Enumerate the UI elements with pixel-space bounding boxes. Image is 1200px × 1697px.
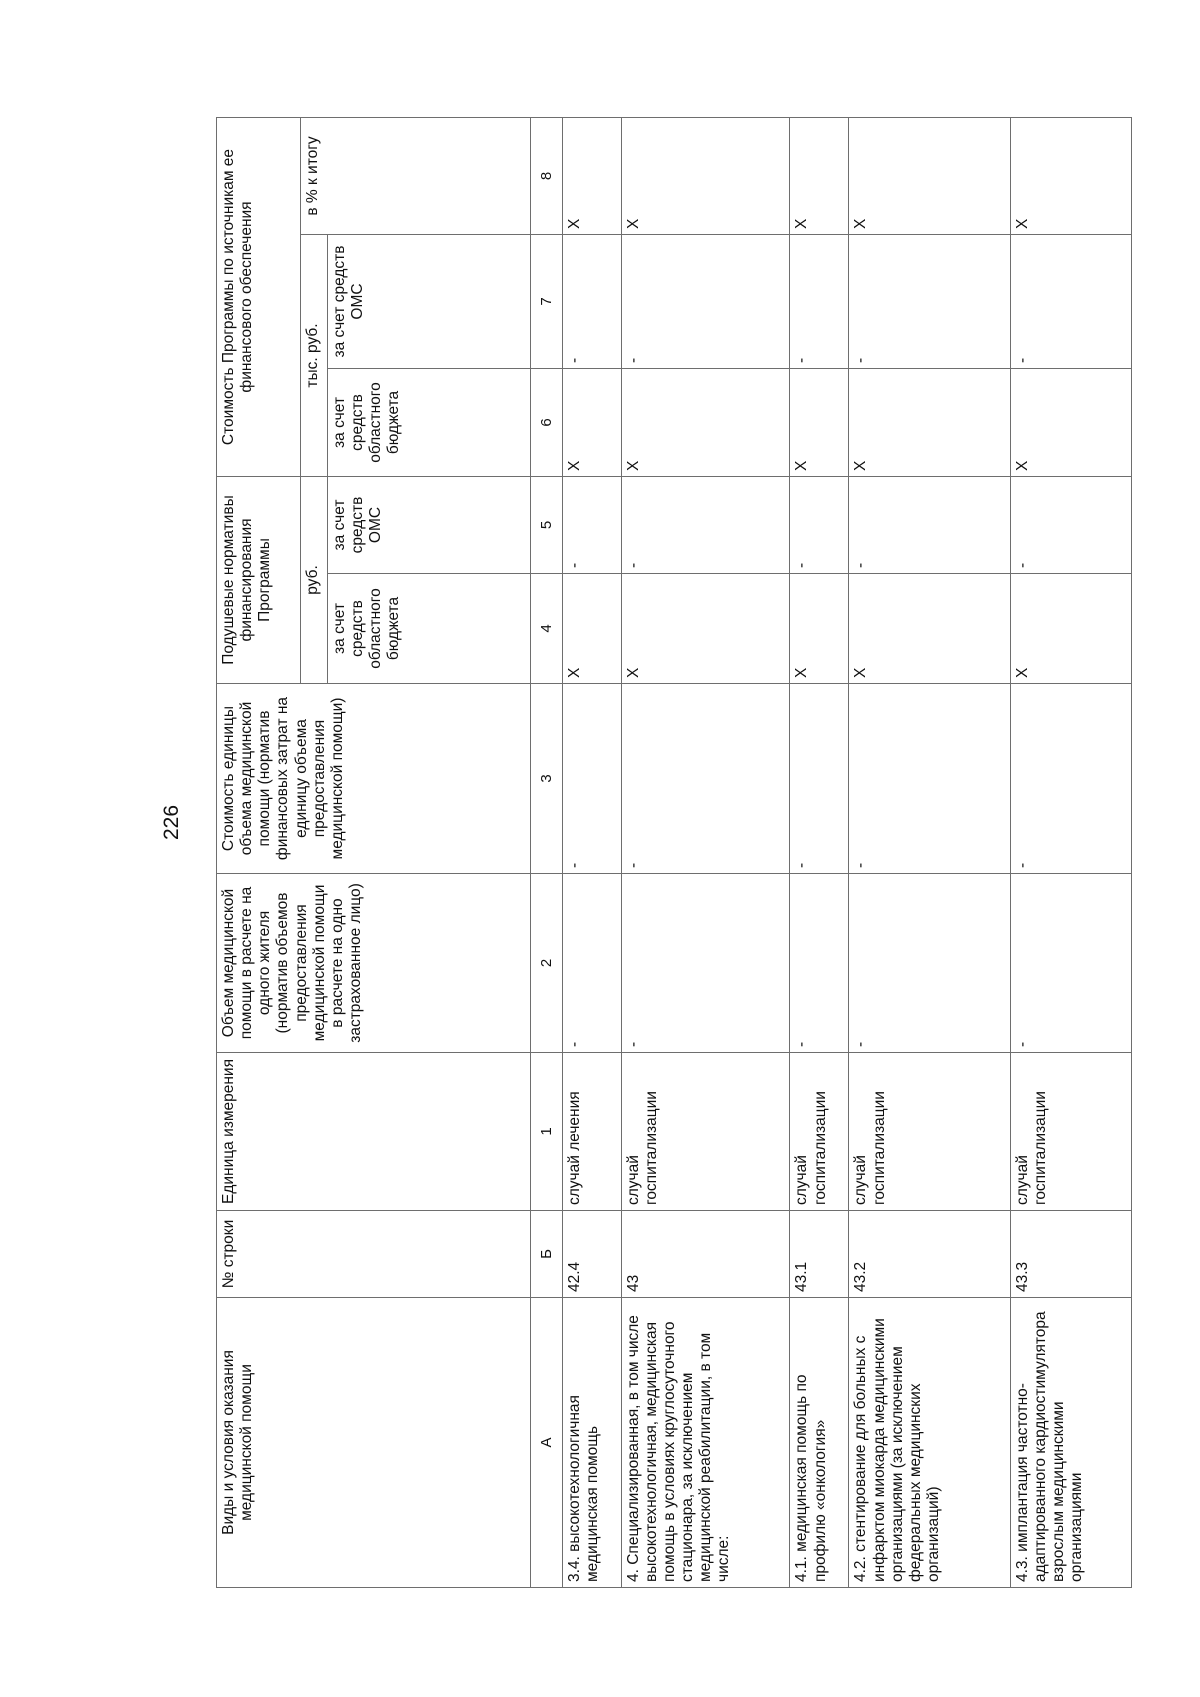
financing-table bbox=[216, 117, 1132, 1588]
row-cell-7: - bbox=[790, 235, 849, 369]
row-cell-6: Х bbox=[849, 369, 1010, 477]
row-cell-6: Х bbox=[1010, 369, 1131, 477]
header-group-45: Подушевые нормативы финансирования Программы bbox=[217, 477, 301, 684]
row-cell-5: - bbox=[849, 477, 1010, 574]
row-cell-8: Х bbox=[621, 118, 790, 235]
row-line-number: 43.1 bbox=[790, 1211, 849, 1298]
row-cell-7: - bbox=[621, 235, 790, 369]
row-cell-3: - bbox=[562, 684, 621, 874]
row-cell-2: - bbox=[1010, 874, 1131, 1053]
header-col-a: Виды и условия оказания медицинской помощи bbox=[217, 1298, 531, 1588]
row-line-number: 42.4 bbox=[562, 1211, 621, 1298]
header-col-5: за счет средств ОМС bbox=[327, 477, 530, 574]
row-name: 4.1. медицинская помощь по профилю «онкология» bbox=[790, 1298, 849, 1588]
row-unit: случай госпитализации bbox=[790, 1053, 849, 1211]
header-row-1 bbox=[217, 118, 301, 1588]
header-col-6: за счет средств областного бюджета bbox=[327, 369, 530, 477]
column-number: 5 bbox=[531, 477, 563, 574]
table-row bbox=[790, 118, 849, 1588]
table-row bbox=[849, 118, 1010, 1588]
row-cell-5: - bbox=[790, 477, 849, 574]
column-number: 7 bbox=[531, 235, 563, 369]
row-cell-8: Х bbox=[790, 118, 849, 235]
row-line-number: 43 bbox=[621, 1211, 790, 1298]
column-number: 2 bbox=[531, 874, 563, 1053]
column-number: 8 bbox=[531, 118, 563, 235]
row-unit: случай госпитализации bbox=[1010, 1053, 1131, 1211]
rotated-table-container bbox=[216, 118, 1132, 1588]
row-cell-3: - bbox=[849, 684, 1010, 874]
row-cell-7: - bbox=[562, 235, 621, 369]
page-number: 226 bbox=[160, 804, 183, 840]
column-number: 6 bbox=[531, 369, 563, 477]
row-cell-4: Х bbox=[790, 574, 849, 684]
header-unit-67: тыс. руб. bbox=[301, 235, 327, 477]
column-number: Б bbox=[531, 1211, 563, 1298]
header-col-1: Единица измерения bbox=[217, 1053, 531, 1211]
row-cell-6: Х bbox=[562, 369, 621, 477]
header-group-678: Стоимость Программы по источникам ее финансового обеспечения bbox=[217, 118, 301, 477]
row-cell-8: Х bbox=[849, 118, 1010, 235]
row-cell-5: - bbox=[562, 477, 621, 574]
row-cell-5: - bbox=[621, 477, 790, 574]
row-cell-4: Х bbox=[1010, 574, 1131, 684]
header-col-3: Стоимость единицы объема медицинской помощи (норматив финансовых затрат на единицу объема предоставления медицинской помощи) bbox=[217, 684, 531, 874]
row-cell-4: Х bbox=[849, 574, 1010, 684]
row-cell-4: Х bbox=[562, 574, 621, 684]
table-row bbox=[621, 118, 790, 1588]
row-cell-2: - bbox=[790, 874, 849, 1053]
row-unit: случай госпитализации bbox=[621, 1053, 790, 1211]
row-cell-4: Х bbox=[621, 574, 790, 684]
column-number: А bbox=[531, 1298, 563, 1588]
column-numbers-row bbox=[531, 118, 563, 1588]
row-cell-2: - bbox=[849, 874, 1010, 1053]
header-col-4: за счет средств областного бюджета bbox=[327, 574, 530, 684]
row-cell-8: Х bbox=[562, 118, 621, 235]
row-name: 4. Специализированная, в том числе высокотехнологичная, медицинская помощь в условиях круглосуточного стационара, за исключением медицинской реабилитации, в том числе: bbox=[621, 1298, 790, 1588]
row-unit: случай лечения bbox=[562, 1053, 621, 1211]
table-row bbox=[1010, 118, 1131, 1588]
row-name: 4.2. стентирование для больных с инфарктом миокарда медицинскими организациями (за исключением федеральных медицинских организаций) bbox=[849, 1298, 1010, 1588]
row-cell-8: Х bbox=[1010, 118, 1131, 235]
row-cell-2: - bbox=[621, 874, 790, 1053]
row-cell-6: Х bbox=[790, 369, 849, 477]
column-number: 1 bbox=[531, 1053, 563, 1211]
row-cell-3: - bbox=[621, 684, 790, 874]
row-cell-3: - bbox=[790, 684, 849, 874]
row-name: 4.3. имплантация частотно-адаптированного кардиостимулятора взрослым медицинскими организациями bbox=[1010, 1298, 1131, 1588]
row-cell-7: - bbox=[1010, 235, 1131, 369]
header-col-2: Объем медицинской помощи в расчете на одного жителя (норматив объемов предоставления медицинской помощи в расчете на одно застрахованное лицо) bbox=[217, 874, 531, 1053]
header-col-b: № строки bbox=[217, 1211, 531, 1298]
column-number: 4 bbox=[531, 574, 563, 684]
row-unit: случай госпитализации bbox=[849, 1053, 1010, 1211]
row-name: 3.4. высокотехнологичная медицинская помощь bbox=[562, 1298, 621, 1588]
row-cell-7: - bbox=[849, 235, 1010, 369]
table-row bbox=[562, 118, 621, 1588]
column-number: 3 bbox=[531, 684, 563, 874]
row-line-number: 43.3 bbox=[1010, 1211, 1131, 1298]
row-cell-3: - bbox=[1010, 684, 1131, 874]
row-cell-5: - bbox=[1010, 477, 1131, 574]
row-cell-6: Х bbox=[621, 369, 790, 477]
row-cell-2: - bbox=[562, 874, 621, 1053]
header-col-8: в % к итогу bbox=[301, 118, 531, 235]
header-col-7: за счет средств ОМС bbox=[327, 235, 530, 369]
header-unit-45: руб. bbox=[301, 477, 327, 684]
row-line-number: 43.2 bbox=[849, 1211, 1010, 1298]
